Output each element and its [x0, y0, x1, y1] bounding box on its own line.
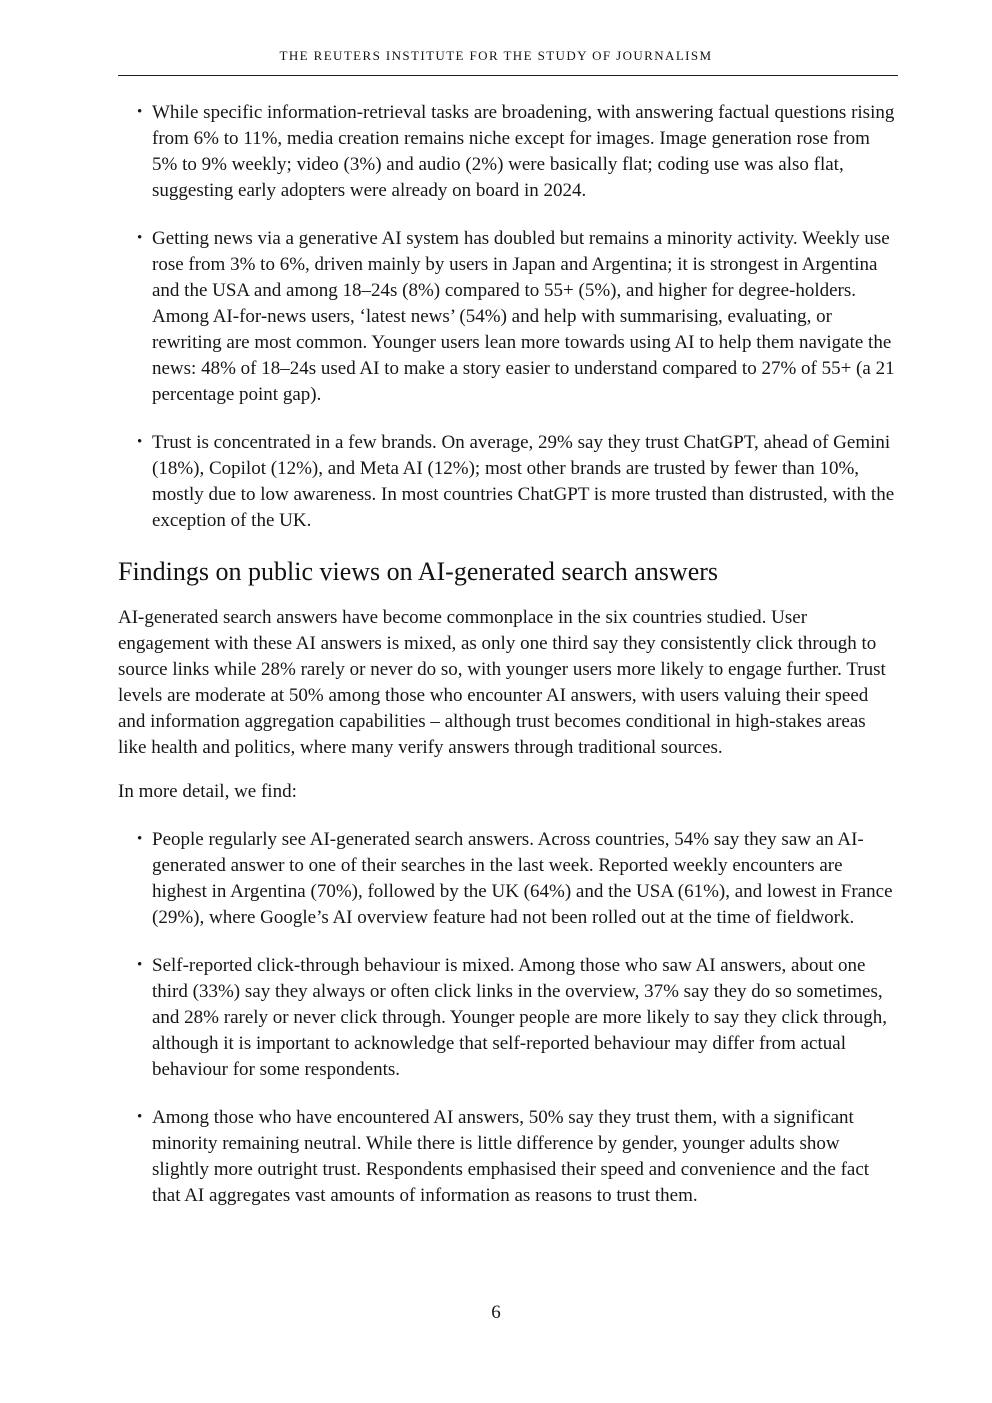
bullet-item-brand-trust: • Trust is concentrated in a few brands. On average, 29% say they trust ChatGPT, ahead of Gemini (18%), Copilot (12%), and Meta AI (12%); most other brands are trusted by fewer than 10%, mostly due to low awareness. In most countries ChatGPT is more trusted than distrusted, with the exception of the UK. [118, 430, 898, 534]
lead-in-text: In more detail, we find: [118, 781, 297, 802]
bullet-item-click-through: • Self-reported click-through behaviour is mixed. Among those who saw AI answers, about one third (33%) say they always or often click links in the overview, 37% say they do so sometimes, and 28% rarely or never click through. Younger people are more likely to say they click through, although it is important to acknowledge that self-reported behaviour may differ from actual behaviour for some respondents. [118, 953, 898, 1083]
page-number: 6 [491, 1302, 501, 1323]
section-intro-paragraph: AI-generated search answers have become commonplace in the six countries studied. User engagement with these AI answers is mixed, as only one third say they consistently click through to source links while 28% rarely or never do so, with younger users more likely to engage further. Trust levels are moderate at 50% among those who encounter AI answers, with users valuing their speed and information aggregation capabilities – although trust becomes conditional in high-stakes areas like health and politics, where many verify answers through traditional sources. [118, 607, 886, 758]
bullet-item-trust-ai-answers: • Among those who have encountered AI answers, 50% say they trust them, with a significant minority remaining neutral. While there is little difference by gender, younger adults show slightly more outright trust. Respondents emphasised their speed and convenience and the fact that AI aggregates vast amounts of information as reasons to trust them. [118, 1105, 898, 1209]
bullet-item-news-via-ai: • Getting news via a generative AI system has doubled but remains a minority activity. Weekly use rose from 3% to 6%, driven mainly by users in Japan and Argentina; it is strongest in Argentina and the USA and among 18–24s (8%) compared to 55+ (5%), and higher for degree-holders. Among AI-for-news users, ‘latest news’ (54%) and help with summarising, evaluating, or rewriting are most common. Younger users lean more towards using AI to help them navigate the news: 48% of 18–24s used AI to make a story easier to understand compared to 27% of 55+ (a 21 percentage point gap). [118, 226, 898, 408]
bullet-item-see-ai-answers: • People regularly see AI-generated search answers. Across countries, 54% say they saw an AI-generated answer to one of their searches in the last week. Reported weekly encounters are highest in Argentina (70%), followed by the UK (64%) and the USA (61%), and lowest in France (29%), where Google’s AI overview feature had not been rolled out at the time of fieldwork. [118, 827, 898, 931]
page-footer [0, 1301, 992, 1325]
key-findings-bullet-list [118, 100, 898, 534]
running-header [0, 0, 992, 65]
page-content [0, 100, 992, 1209]
bullet-item-media-creation: • While specific information-retrieval tasks are broadening, with answering factual questions rising from 6% to 11%, media creation remains niche except for images. Image generation rose from 5% to 9% weekly; video (3%) and audio (2%) were basically flat; coding use was also flat, suggesting early adopters were already on board in 2024. [118, 100, 898, 204]
header-rule-divider [118, 75, 898, 76]
running-header-title: THE REUTERS INSTITUTE FOR THE STUDY OF JOURNALISM [279, 48, 713, 63]
detail-bullet-list [118, 827, 898, 1209]
section-heading: Findings on public views on AI-generated search answers [118, 557, 719, 586]
